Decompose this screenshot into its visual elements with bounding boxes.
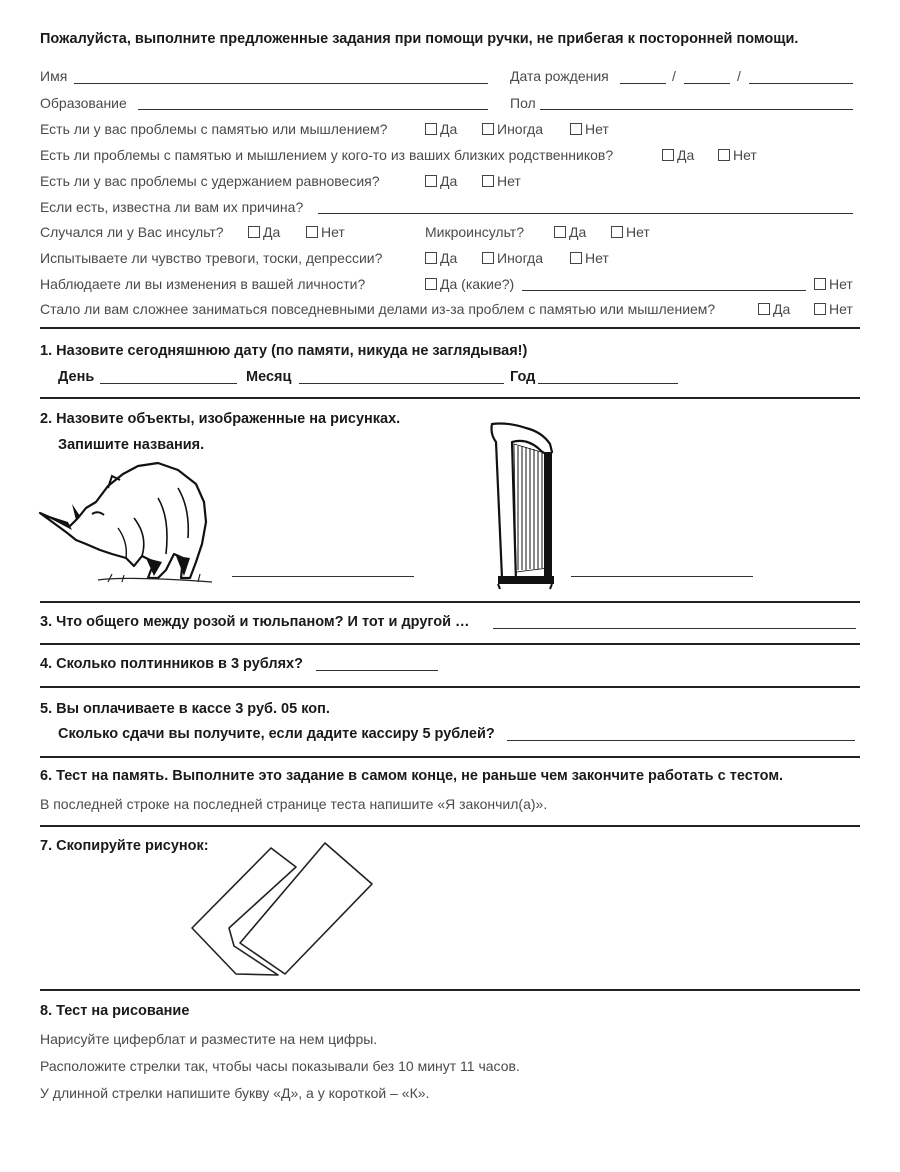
birth-date-label: Дата рождения	[510, 68, 609, 84]
birth-month-field[interactable]	[684, 83, 730, 84]
year-field[interactable]	[538, 383, 678, 384]
checkbox-yes[interactable]: Да	[758, 301, 790, 317]
task2-subtitle: Запишите названия.	[58, 437, 205, 453]
checkbox-no[interactable]: Нет	[570, 121, 609, 137]
checkbox-yes[interactable]: Да	[425, 121, 457, 137]
checkbox-sometimes[interactable]: Иногда	[482, 250, 543, 266]
task5-answer-field[interactable]	[507, 740, 855, 741]
task5-title: 5. Вы оплачиваете в кассе 3 руб. 05 коп.	[40, 701, 330, 717]
task7-title: 7. Скопируйте рисунок:	[40, 838, 209, 854]
day-field[interactable]	[100, 383, 237, 384]
task8-line2: Расположите стрелки так, чтобы часы показывали без 10 минут 11 часов.	[40, 1058, 520, 1074]
task1-title: 1. Назовите сегодняшнюю дату (по памяти, никуда не заглядывая!)	[40, 343, 528, 359]
checkbox-no[interactable]: Нет	[718, 147, 757, 163]
day-label: День	[58, 369, 95, 385]
cause-field[interactable]	[318, 213, 853, 214]
birth-day-field[interactable]	[620, 83, 666, 84]
checkbox-no[interactable]: Нет	[482, 173, 521, 189]
checkbox-sometimes[interactable]: Иногда	[482, 121, 543, 137]
checkbox-yes[interactable]: Да	[662, 147, 694, 163]
task3-title: 3. Что общего между розой и тюльпаном? И тот и другой …	[40, 614, 470, 630]
sex-field[interactable]	[540, 109, 853, 110]
form-instruction: Пожалуйста, выполните предложенные задания при помощи ручки, не прибегая к посторонней помощи.	[40, 31, 799, 47]
section-divider	[40, 989, 860, 991]
task8-line1: Нарисуйте циферблат и разместите на нем цифры.	[40, 1031, 378, 1047]
rhino-icon	[38, 458, 213, 586]
task4-title: 4. Сколько полтинников в 3 рублях?	[40, 656, 303, 672]
task6-text: В последней строке на последней странице теста напишите «Я закончил(а)».	[40, 796, 548, 812]
sex-label: Пол	[510, 95, 536, 111]
task4-answer-field[interactable]	[316, 670, 438, 671]
section-divider	[40, 327, 860, 329]
name-label: Имя	[40, 68, 68, 84]
harp-answer-field[interactable]	[571, 576, 753, 577]
checkbox-no[interactable]: Нет	[814, 276, 853, 292]
section-divider	[40, 643, 860, 645]
question-personality: Наблюдаете ли вы изменения в вашей личности?	[40, 276, 366, 292]
section-divider	[40, 397, 860, 399]
section-divider	[40, 756, 860, 758]
task8-line3: У длинной стрелки напишите букву «Д», а у короткой – «К».	[40, 1085, 430, 1101]
question-microstroke: Микроинсульт?	[425, 224, 524, 240]
name-field[interactable]	[74, 83, 488, 84]
date-separator: /	[737, 68, 741, 84]
checkbox-yes[interactable]: Да	[425, 173, 457, 189]
checkbox-no[interactable]: Нет	[306, 224, 345, 240]
checkbox-yes[interactable]: Да	[425, 250, 457, 266]
section-divider	[40, 601, 860, 603]
date-separator: /	[672, 68, 676, 84]
checkbox-no[interactable]: Нет	[814, 301, 853, 317]
question-cause: Если есть, известна ли вам их причина?	[40, 199, 304, 215]
task3-answer-field[interactable]	[493, 628, 856, 629]
harp-icon	[486, 418, 558, 590]
year-label: Год	[510, 369, 536, 385]
education-field[interactable]	[138, 109, 488, 110]
question-memory: Есть ли у вас проблемы с памятью или мышлением?	[40, 121, 388, 137]
checkbox-yes-which[interactable]: Да (какие?)	[425, 276, 514, 292]
overlapping-rectangles-icon	[186, 840, 378, 982]
checkbox-no[interactable]: Нет	[611, 224, 650, 240]
section-divider	[40, 686, 860, 688]
section-divider	[40, 825, 860, 827]
personality-changes-field[interactable]	[522, 290, 806, 291]
question-stroke: Случался ли у Вас инсульт?	[40, 224, 224, 240]
checkbox-yes[interactable]: Да	[554, 224, 586, 240]
checkbox-no[interactable]: Нет	[570, 250, 609, 266]
month-field[interactable]	[299, 383, 504, 384]
question-anxiety: Испытываете ли чувство тревоги, тоски, депрессии?	[40, 250, 383, 266]
task2-title: 2. Назовите объекты, изображенные на рисунках.	[40, 411, 401, 427]
question-relatives: Есть ли проблемы с памятью и мышлением у кого-то из ваших близких родственников?	[40, 147, 614, 163]
month-label: Месяц	[246, 369, 292, 385]
task6-title: 6. Тест на память. Выполните это задание в самом конце, не раньше чем закончите работать с тестом.	[40, 768, 784, 784]
question-daily-tasks: Стало ли вам сложнее заниматься повседневными делами из-за проблем с памятью или мышлением?	[40, 301, 716, 317]
task8-title: 8. Тест на рисование	[40, 1003, 190, 1019]
task5-subtitle: Сколько сдачи вы получите, если дадите кассиру 5 рублей?	[58, 726, 495, 742]
question-balance: Есть ли у вас проблемы с удержанием равновесия?	[40, 173, 380, 189]
education-label: Образование	[40, 95, 127, 111]
birth-year-field[interactable]	[749, 83, 853, 84]
rhino-answer-field[interactable]	[232, 576, 414, 577]
checkbox-yes[interactable]: Да	[248, 224, 280, 240]
